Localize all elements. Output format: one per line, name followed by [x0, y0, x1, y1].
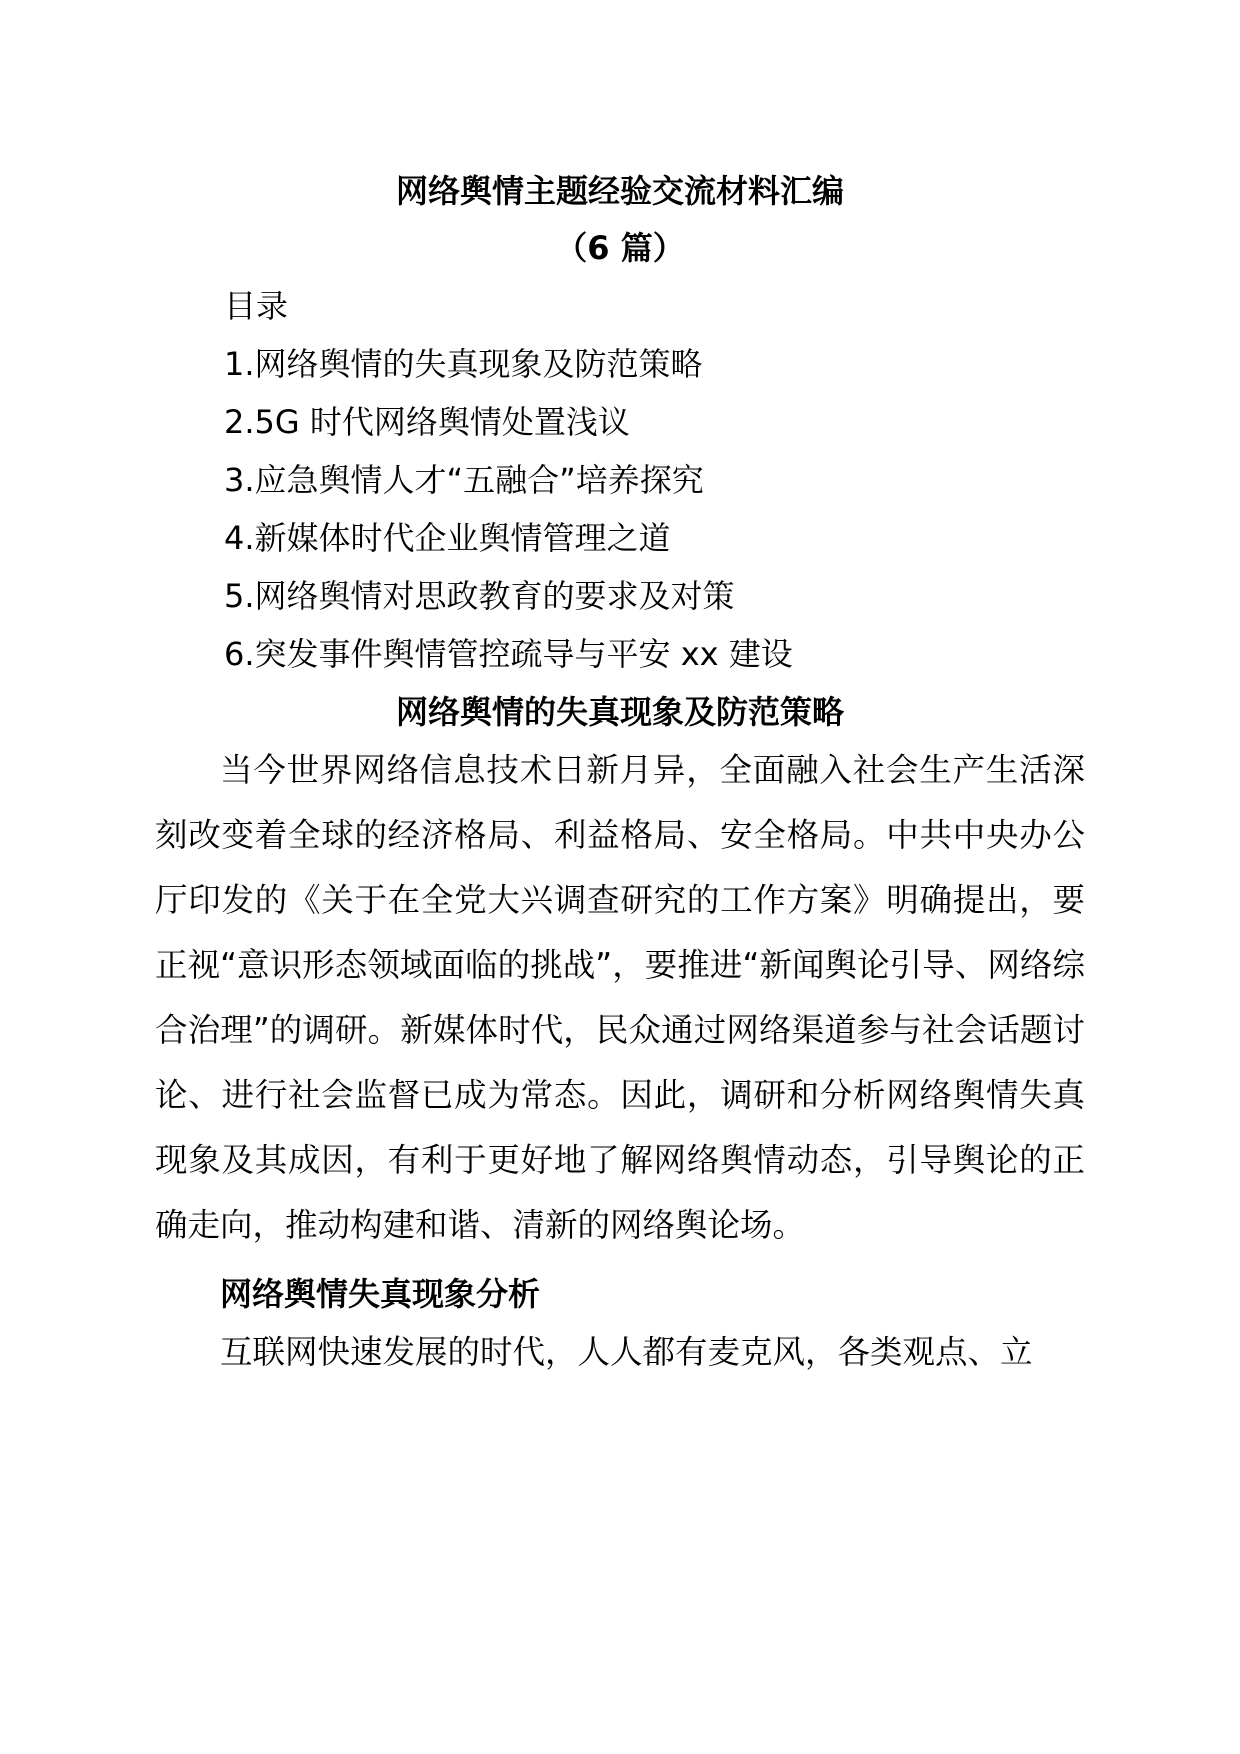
document-title: 网络舆情主题经验交流材料汇编	[395, 172, 844, 210]
body-paragraph: 当今世界网络信息技术日新月异，全面融入社会生产生活深刻改变着全球的经济格局、利益格局、安全格局。中共中央办公厅印发的《关于在全党大兴调查研究的工作方案》明确提出，要正视“意识形态领域面临的挑战”，要推进“新闻舆论引导、网络综合治理”的调研。新媒体时代，民众通过网络渠道参与社会话题讨论、进行社会监督已成为常态。因此，调研和分析网络舆情失真现象及其成因，有利于更好地了解网络舆情动态，引导舆论的正确走向，推动构建和谐、清新的网络舆论场。	[155, 751, 1085, 1244]
toc-item: 4.新媒体时代企业舆情管理之道	[224, 519, 671, 557]
body-paragraph: 互联网快速发展的时代，人人都有麦克风，各类观点、立	[220, 1333, 1033, 1371]
document-subtitle: （6 篇）	[555, 229, 685, 267]
toc-item: 1.网络舆情的失真现象及防范策略	[224, 345, 703, 383]
section-heading: 网络舆情失真现象分析	[220, 1275, 541, 1313]
toc-item: 2.5G 时代网络舆情处置浅议	[224, 403, 630, 441]
toc-heading: 目录	[224, 287, 289, 325]
toc-item: 6.突发事件舆情管控疏导与平安 xx 建设	[224, 635, 793, 673]
toc-item: 5.网络舆情对思政教育的要求及对策	[224, 577, 735, 615]
article-title: 网络舆情的失真现象及防范策略	[395, 693, 844, 731]
toc-item: 3.应急舆情人才“五融合”培养探究	[224, 461, 704, 499]
